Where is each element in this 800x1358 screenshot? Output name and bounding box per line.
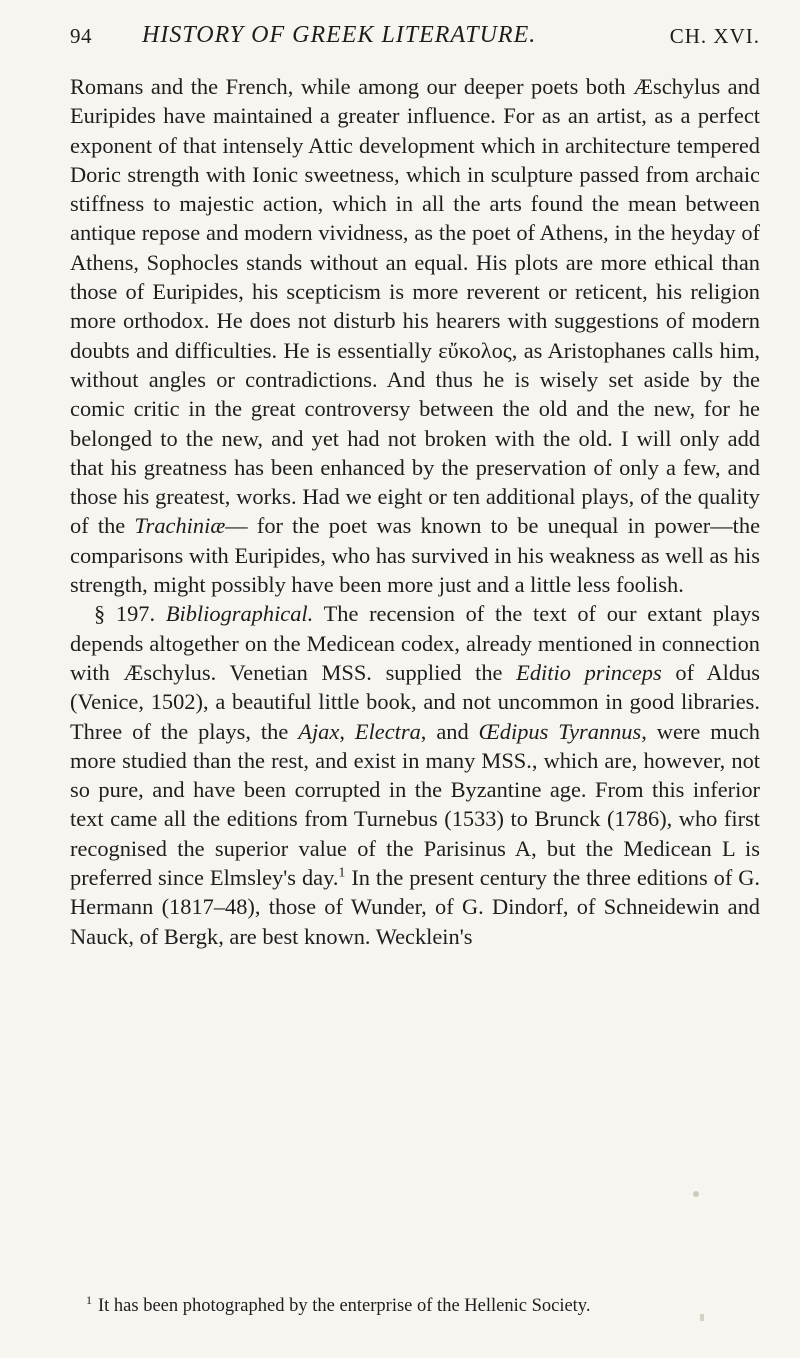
play-title-oedipus: Œdipus Tyrannus (478, 718, 642, 744)
footnote-reference: 1 (338, 865, 346, 881)
section-heading: Bibliographical. (165, 601, 314, 627)
paper-speck (700, 1314, 704, 1321)
text-run: — for the poet was known to be unequal in power—the comparisons with Euripides, who has survived in his weakness as well as his strength, might possibly have been more just and a little less foolish. (70, 513, 761, 598)
play-title-electra: Electra (354, 718, 421, 744)
body-text (70, 72, 760, 951)
play-title-trachiniae: Trachiniæ (134, 513, 226, 539)
running-title: HISTORY OF GREEK LITERATURE. (142, 22, 537, 48)
paragraph-bibliographical (70, 599, 760, 951)
paper-speck (693, 1191, 699, 1197)
greek-word: εὔκολος (438, 337, 512, 363)
text-run: , (339, 718, 355, 744)
running-head (70, 22, 760, 54)
text-run: The recension of the text of our extant plays depends altogether on the Medicean codex, already mentioned in connection with Æschylus. Venetian MSS. supplied the (70, 601, 760, 685)
page-number: 94 (70, 24, 92, 48)
text-run: In the present century the three editions of G. Hermann (1817–48), those of Wunder, of G. Dindorf, of Schneidewin and Nauck, of Bergk, are best known. Wecklein's (70, 865, 760, 949)
text-run: , were much more studied than the rest, and exist in many MSS., which are, however, not so pure, and have been corrupted in the Byzantine age. From this inferior text came all the editions from Turnebus (1533) to Brunck (1786), who first recognised the superior value of the Parisinus A, but the Medicean L is preferred since Elmsley's day. (70, 718, 760, 891)
text-run: , as Aristophanes calls him, without angles or contradictions. And thus he is wisely set aside by the comic critic in the great controversy between the old and the new, for he belonged to the new, and yet had not broken with the old. I will only add that his greatness has been enhanced by the preservation of only a few, and those his greatest, works. Had we eight or ten additional plays, of the quality of the (70, 337, 760, 539)
text-run: , and (420, 718, 479, 744)
footnote-mark: 1 (86, 1292, 92, 1307)
editio-princeps: Editio princeps (516, 659, 662, 685)
chapter-label: CH. XVI. (669, 24, 760, 48)
section-number: § 197. (94, 601, 156, 627)
paragraph-sophocles (70, 72, 760, 599)
footnote (70, 1294, 760, 1318)
footnote-text: It has been photographed by the enterprise of the Hellenic Society. (98, 1296, 591, 1316)
text-run: Romans and the French, while among our deeper poets both Æschylus and Euripides have maintained a greater influence. For as an artist, as a perfect exponent of that intensely Attic development which in architecture tempered Doric strength with Ionic sweetness, which in sculpture passed from archaic stiffness to majestic action, which in all the arts found the mean between antique repose and modern vividness, as the poet of Athens, in the heyday of Athens, Sophocles stands without an equal. His plots are more ethical than those of Euripides, his scepticism is more reverent or reticent, his religion more orthodox. He does not disturb his hearers with suggestions of modern doubts and difficulties. He is essentially (70, 74, 760, 363)
play-title-ajax: Ajax (298, 718, 340, 744)
text-run: of Aldus (Venice, 1502), a beautiful little book, and not uncommon in good libraries. Three of the plays, the (70, 659, 760, 744)
